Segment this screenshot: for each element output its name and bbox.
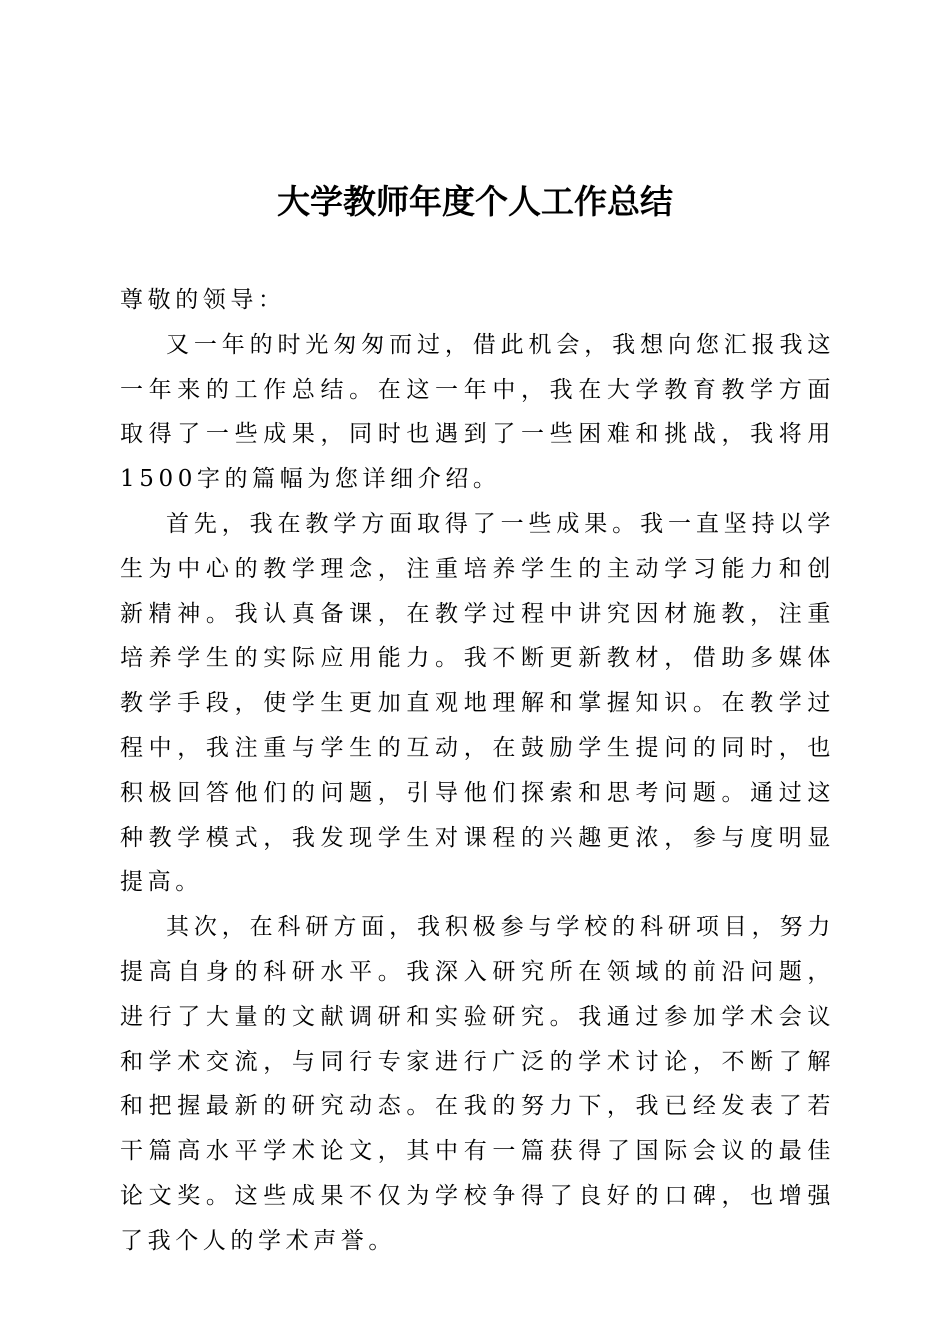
document-title: 大学教师年度个人工作总结 — [277, 182, 673, 221]
paragraph-research: 其次，在科研方面，我积极参与学校的科研项目，努力提高自身的科研水平。我深入研究所在领域的前沿问题，进行了大量的文献调研和实验研究。我通过参加学术会议和学术交流，与同行专家进行广泛的学术讨论，不断了解和把握最新的研究动态。在我的努力下，我已经发表了若干篇高水平学术论文，其中有一篇获得了国际会议的最佳论文奖。这些成果不仅为学校争得了良好的口碑，也增强了我个人的学术声誉。 — [120, 914, 835, 1254]
paragraph-intro: 又一年的时光匆匆而过，借此机会，我想向您汇报我这一年来的工作总结。在这一年中，我在大学教育教学方面取得了一些成果，同时也遇到了一些困难和挑战，我将用1500字的篇幅为您详细介绍。 — [120, 331, 835, 493]
salutation: 尊敬的领导： — [120, 287, 286, 313]
document-body — [120, 278, 835, 1264]
paragraph-teaching: 首先，我在教学方面取得了一些成果。我一直坚持以学生为中心的教学理念，注重培养学生的主动学习能力和创新精神。我认真备课，在教学过程中讲究因材施教，注重培养学生的实际应用能力。我不断更新教材，借助多媒体教学手段，使学生更加直观地理解和掌握知识。在教学过程中，我注重与学生的互动，在鼓励学生提问的同时，也积极回答他们的问题，引导他们探索和思考问题。通过这种教学模式，我发现学生对课程的兴趣更浓，参与度明显提高。 — [120, 510, 835, 896]
